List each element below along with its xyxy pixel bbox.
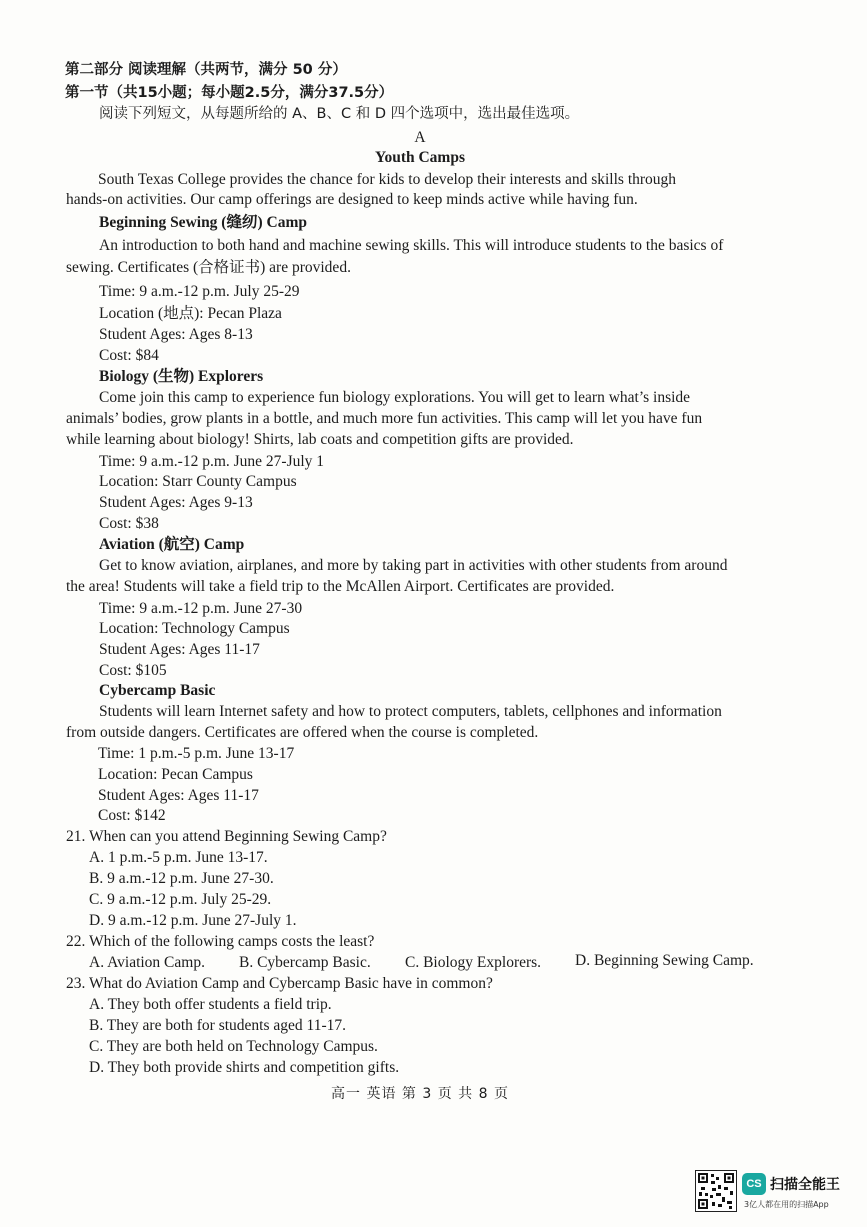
camp-desc-line: from outside dangers. Certificates are offered when the course is completed. xyxy=(66,724,539,741)
camp-time: Time: 1 p.m.-5 p.m. June 13-17 xyxy=(98,745,295,762)
camp-cost: Cost: $84 xyxy=(99,347,159,364)
question-stem: 22. Which of the following camps costs the least? xyxy=(66,933,375,950)
camp-cost: Cost: $38 xyxy=(99,515,159,532)
camp-cost: Cost: $142 xyxy=(98,807,166,824)
camp-ages: Student Ages: Ages 8-13 xyxy=(99,326,253,343)
camp-time: Time: 9 a.m.-12 p.m. July 25-29 xyxy=(99,283,300,300)
question-option: C. 9 a.m.-12 p.m. July 25-29. xyxy=(89,891,272,908)
page-footer: 高一 英语 第 3 页 共 8 页 xyxy=(331,1086,509,1102)
camp-location: Location: Pecan Campus xyxy=(98,766,253,783)
camp-ages: Student Ages: Ages 11-17 xyxy=(98,787,259,804)
camp-name: Biology (生物) Explorers xyxy=(99,368,264,385)
intro-line: South Texas College provides the chance for kids to develop their interests and skills through xyxy=(98,171,677,188)
instruction-text: 阅读下列短文，从每题所给的 A、B、C 和 D 四个选项中，选出最佳选项。 xyxy=(99,106,580,122)
passage-title: Youth Camps xyxy=(374,149,465,166)
camp-time: Time: 9 a.m.-12 p.m. June 27-30 xyxy=(99,600,303,617)
camp-desc-line: the area! Students will take a field trip to the McAllen Airport. Certificates are provided. xyxy=(66,578,615,595)
camp-ages: Student Ages: Ages 11-17 xyxy=(99,641,260,658)
question-option: D. They both provide shirts and competition gifts. xyxy=(89,1059,400,1076)
camp-desc-line: while learning about biology! Shirts, lab coats and competition gifts are provided. xyxy=(66,431,574,448)
camp-time: Time: 9 a.m.-12 p.m. June 27-July 1 xyxy=(99,453,325,470)
camp-location: Location: Technology Campus xyxy=(99,620,290,637)
question-option: B. Cybercamp Basic. xyxy=(239,954,371,971)
camscanner-logo-icon: CS xyxy=(742,1173,766,1195)
qr-code-icon xyxy=(695,1170,737,1212)
camp-name: Aviation (航空) Camp xyxy=(99,536,245,553)
question-option: B. 9 a.m.-12 p.m. June 27-30. xyxy=(89,870,274,887)
question-stem: 21. When can you attend Beginning Sewing Camp? xyxy=(66,828,387,845)
passage-letter: A xyxy=(414,129,426,146)
part-heading: 第二部分 阅读理解（共两节，满分 50 分） xyxy=(65,62,347,78)
question-option: A. They both offer students a field trip. xyxy=(89,996,332,1013)
camp-location: Location (地点): Pecan Plaza xyxy=(99,305,282,322)
question-option: D. 9 a.m.-12 p.m. June 27-July 1. xyxy=(89,912,297,929)
camp-desc-line: animals’ bodies, grow plants in a bottle, and much more fun activities. This camp will let you have fun xyxy=(66,410,703,427)
question-option: C. Biology Explorers. xyxy=(405,954,542,971)
camp-desc-line: Come join this camp to experience fun biology explorations. You will get to learn what’s inside xyxy=(99,389,691,406)
scanner-app-tagline: 3亿人都在用的扫描App xyxy=(744,1200,829,1209)
question-option: B. They are both for students aged 11-17. xyxy=(89,1017,346,1034)
camp-location: Location: Starr County Campus xyxy=(99,473,297,490)
camp-cost: Cost: $105 xyxy=(99,662,167,679)
question-option: D. Beginning Sewing Camp. xyxy=(575,952,754,969)
question-option: A. 1 p.m.-5 p.m. June 13-17. xyxy=(89,849,268,866)
camp-desc-line: An introduction to both hand and machine sewing skills. This will introduce students to the basics of xyxy=(99,237,724,254)
camp-name: Beginning Sewing (缝纫) Camp xyxy=(99,214,307,231)
question-option: C. They are both held on Technology Campus. xyxy=(89,1038,378,1055)
scanner-app-name: 扫描全能王 xyxy=(770,1177,840,1193)
camp-desc-line: Get to know aviation, airplanes, and more by taking part in activities with other students from around xyxy=(99,557,728,574)
question-stem: 23. What do Aviation Camp and Cybercamp Basic have in common? xyxy=(66,975,493,992)
camp-ages: Student Ages: Ages 9-13 xyxy=(99,494,253,511)
camp-desc-line: sewing. Certificates (合格证书) are provided. xyxy=(66,259,351,276)
camp-name: Cybercamp Basic xyxy=(99,682,216,699)
camp-desc-line: Students will learn Internet safety and how to protect computers, tablets, cellphones and information xyxy=(99,703,722,720)
section-heading: 第一节（共15小题；每小题2.5分，满分37.5分） xyxy=(65,85,394,101)
question-option: A. Aviation Camp. xyxy=(89,954,205,971)
intro-line: hands-on activities. Our camp offerings are designed to keep minds active while having fun. xyxy=(66,191,638,208)
